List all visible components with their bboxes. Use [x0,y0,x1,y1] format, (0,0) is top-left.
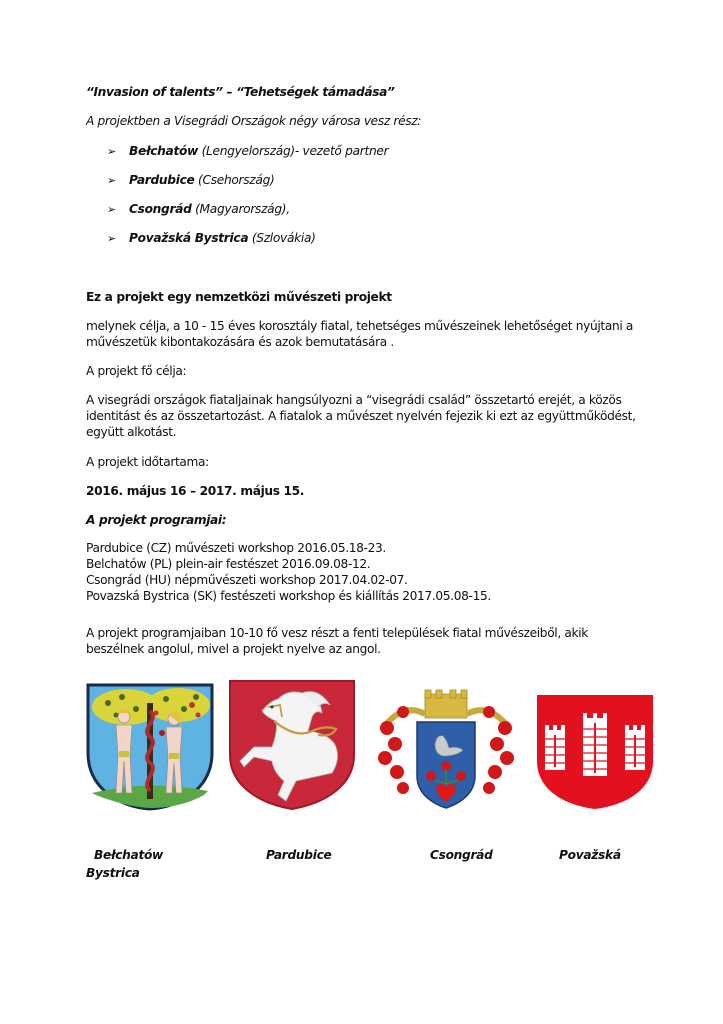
duration-value: 2016. május 16 – 2017. május 15. [86,484,305,498]
program-item: Csongrád (HU) népművészeti workshop 2017.04.02-07. [86,573,408,587]
partner-item [107,201,290,218]
povazska-bystrica-coat-of-arms-icon [535,693,655,811]
partner-city: Csongrád [129,202,192,216]
description-line: művészetük kibontakozására és azok bemutatására . [86,335,394,349]
arrowhead-bullet-icon: ➢ [107,203,116,216]
main-goal-line: együtt alkotást. [86,425,177,439]
partner-item [107,172,274,189]
participants-line: beszélnek angolul, mivel a projekt nyelve az angol. [86,642,381,656]
csongrad-coat-of-arms-icon [373,688,519,810]
programs-label: A projekt programjai: [86,513,227,527]
arrowhead-bullet-icon: ➢ [107,232,116,245]
intro-text: A projektben a Visegrádi Országok négy városa vesz rész: [86,114,422,128]
document-title: “Invasion of talents” – “Tehetségek támadása” [86,85,395,99]
section-heading: Ez a projekt egy nemzetközi művészeti projekt [86,290,392,304]
arrowhead-bullet-icon: ➢ [107,145,116,158]
partner-item [107,143,388,160]
participants-line: A projekt programjaiban 10-10 fő vesz részt a fenti települések fiatal művészeiből, akik [86,626,588,640]
caption-belchatow: Bełchatów [94,848,164,862]
duration-label: A projekt időtartama: [86,455,209,469]
caption-pardubice: Pardubice [266,848,332,862]
program-item: Povazská Bystrica (SK) festészeti workshop és kiállítás 2017.05.08-15. [86,589,491,603]
caption-povazska: Považská [559,848,621,862]
belchatow-coat-of-arms-icon [86,683,214,811]
partner-detail: (Szlovákia) [248,231,316,245]
program-item: Pardubice (CZ) művészeti workshop 2016.05.18-23. [86,541,386,555]
partner-city: Považská Bystrica [129,231,249,245]
partner-detail: (Csehország) [194,173,275,187]
partner-detail: (Magyarország), [191,202,290,216]
partner-city: Bełchatów [129,144,199,158]
pardubice-coat-of-arms-icon [226,677,358,811]
description-line: melynek célja, a 10 - 15 éves korosztály fiatal, tehetséges művészeinek lehetőséget nyújtani a [86,319,633,333]
main-goal-line: identitást és az összetartozást. A fiatalok a művészet nyelvén fejezik ki ezt az együttműködést, [86,409,636,423]
partner-item [107,230,316,247]
caption-bystrica: Bystrica [86,866,140,880]
caption-csongrad: Csongrád [430,848,493,862]
program-item: Belchatów (PL) plein-air festészet 2016.09.08-12. [86,557,371,571]
partner-detail: (Lengyelország)- vezető partner [198,144,389,158]
partner-city: Pardubice [129,173,195,187]
main-goal-line: A visegrádi országok fiataljainak hangsúlyozni a “visegrádi család” összetartó erejét, a közös [86,393,622,407]
arrowhead-bullet-icon: ➢ [107,174,116,187]
main-goal-label: A projekt fő célja: [86,364,187,378]
